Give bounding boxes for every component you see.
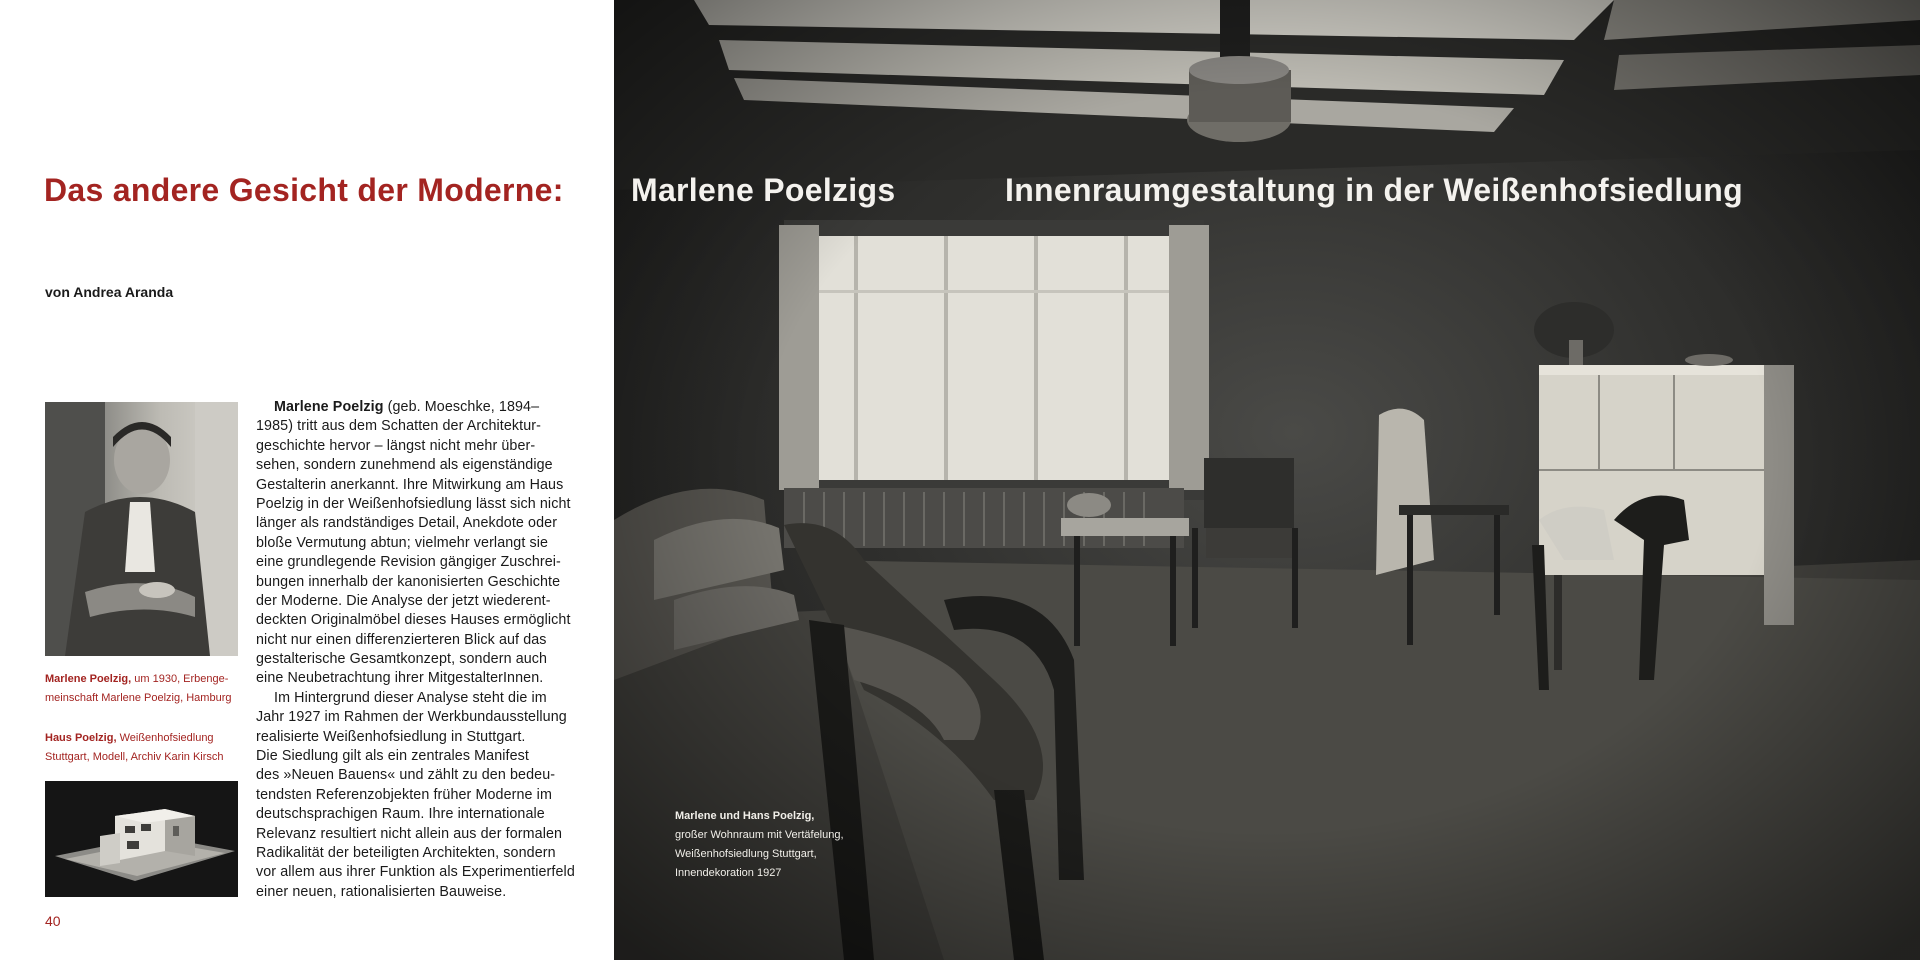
headline-part-1: Das andere Gesicht der Moderne: — [44, 172, 564, 208]
body-line: vor allem aus ihrer Funktion als Experimentierfeld — [256, 864, 575, 881]
body-lead: Marlene Poelzig — [274, 399, 384, 415]
body-line: Radikalität der beteiligten Architekten, sondern — [256, 844, 556, 861]
body-line: bungen innerhalb der kanonisierten Geschichte — [256, 573, 561, 590]
body-line1-rest: (geb. Moeschke, 1894– — [383, 399, 540, 415]
headline-part-3: Innenraumgestaltung in der Weißenhofsiedlung — [1005, 172, 1743, 208]
photo-caption — [675, 807, 915, 883]
portrait-caption-line2: meinschaft Marlene Poelzig, Hamburg — [45, 692, 232, 704]
body-line: gestalterische Gesamtkonzept, sondern auch — [256, 651, 548, 668]
photo-caption-line2: großer Wohnraum mit Vertäfelung, — [675, 829, 844, 841]
body-line: einer neuen, rationalisierten Bauweise. — [256, 883, 507, 900]
portrait-caption-name: Marlene Poelzig, — [45, 673, 132, 685]
body-line: länger als randständiges Detail, Anekdote oder — [256, 515, 558, 532]
body-line: Jahr 1927 im Rahmen der Werkbundausstellung — [256, 709, 567, 726]
body-line: realisierte Weißenhofsiedlung in Stuttgart. — [256, 728, 526, 745]
model-drawing — [45, 781, 238, 897]
body-line: sehen, sondern zunehmend als eigenständige — [256, 457, 553, 474]
body-line: deckten Originalmöbel dieses Hauses ermöglicht — [256, 612, 571, 629]
headline-part-2: Marlene Poelzigs — [631, 172, 896, 208]
byline: von Andrea Aranda — [45, 284, 174, 300]
body-line: eine grundlegende Revision gängiger Zuschrei- — [256, 554, 561, 571]
body-line: Die Siedlung gilt als ein zentrales Manifest — [256, 748, 530, 765]
body-line: eine Neubetrachtung ihrer MitgestalterInnen. — [256, 670, 544, 687]
body-line: Poelzig in der Weißenhofsiedlung lässt sich nicht — [256, 495, 571, 512]
portrait-caption-rest: um 1930, Erbenge- — [131, 673, 229, 685]
body-line: bloße Vermutung abtun; vielmehr verlangt sie — [256, 534, 549, 551]
body-line: Gestalterin anerkannt. Ihre Mitwirkung am Haus — [256, 476, 564, 493]
page-number: 40 — [45, 913, 61, 929]
portrait-drawing — [45, 402, 238, 656]
body-line: Relevanz resultiert nicht allein aus der formalen — [256, 825, 563, 842]
body-line — [256, 398, 589, 417]
model-photo — [45, 781, 238, 897]
body-line: tendsten Referenzobjekten früher Moderne im — [256, 786, 552, 803]
body-line: nicht nur einen differenzierteren Blick auf das — [256, 631, 547, 648]
body-line: der Moderne. Die Analyse der jetzt wiederent- — [256, 592, 551, 609]
body-line: deutschsprachigen Raum. Ihre internationale — [256, 806, 545, 823]
body-line: geschichte hervor – längst nicht mehr über- — [256, 437, 536, 454]
model-caption-rest: Weißenhofsiedlung — [116, 732, 214, 744]
body-line: des »Neuen Bauens« und zählt zu den bedeu- — [256, 767, 556, 784]
model-caption — [45, 729, 245, 767]
model-caption-line2: Stuttgart, Modell, Archiv Karin Kirsch — [45, 751, 224, 763]
body-line: 1985) tritt aus dem Schatten der Architektur- — [256, 418, 542, 435]
portrait-caption — [45, 670, 245, 708]
body-text — [256, 398, 589, 902]
model-caption-name: Haus Poelzig, — [45, 732, 117, 744]
photo-caption-line1: Marlene und Hans Poelzig, — [675, 810, 815, 822]
portrait-photo — [45, 402, 238, 656]
photo-caption-line3: Weißenhofsiedlung Stuttgart, — [675, 848, 817, 860]
body-line: Im Hintergrund dieser Analyse steht die im — [274, 689, 547, 706]
photo-caption-line4: Innendekoration 1927 — [675, 867, 782, 879]
